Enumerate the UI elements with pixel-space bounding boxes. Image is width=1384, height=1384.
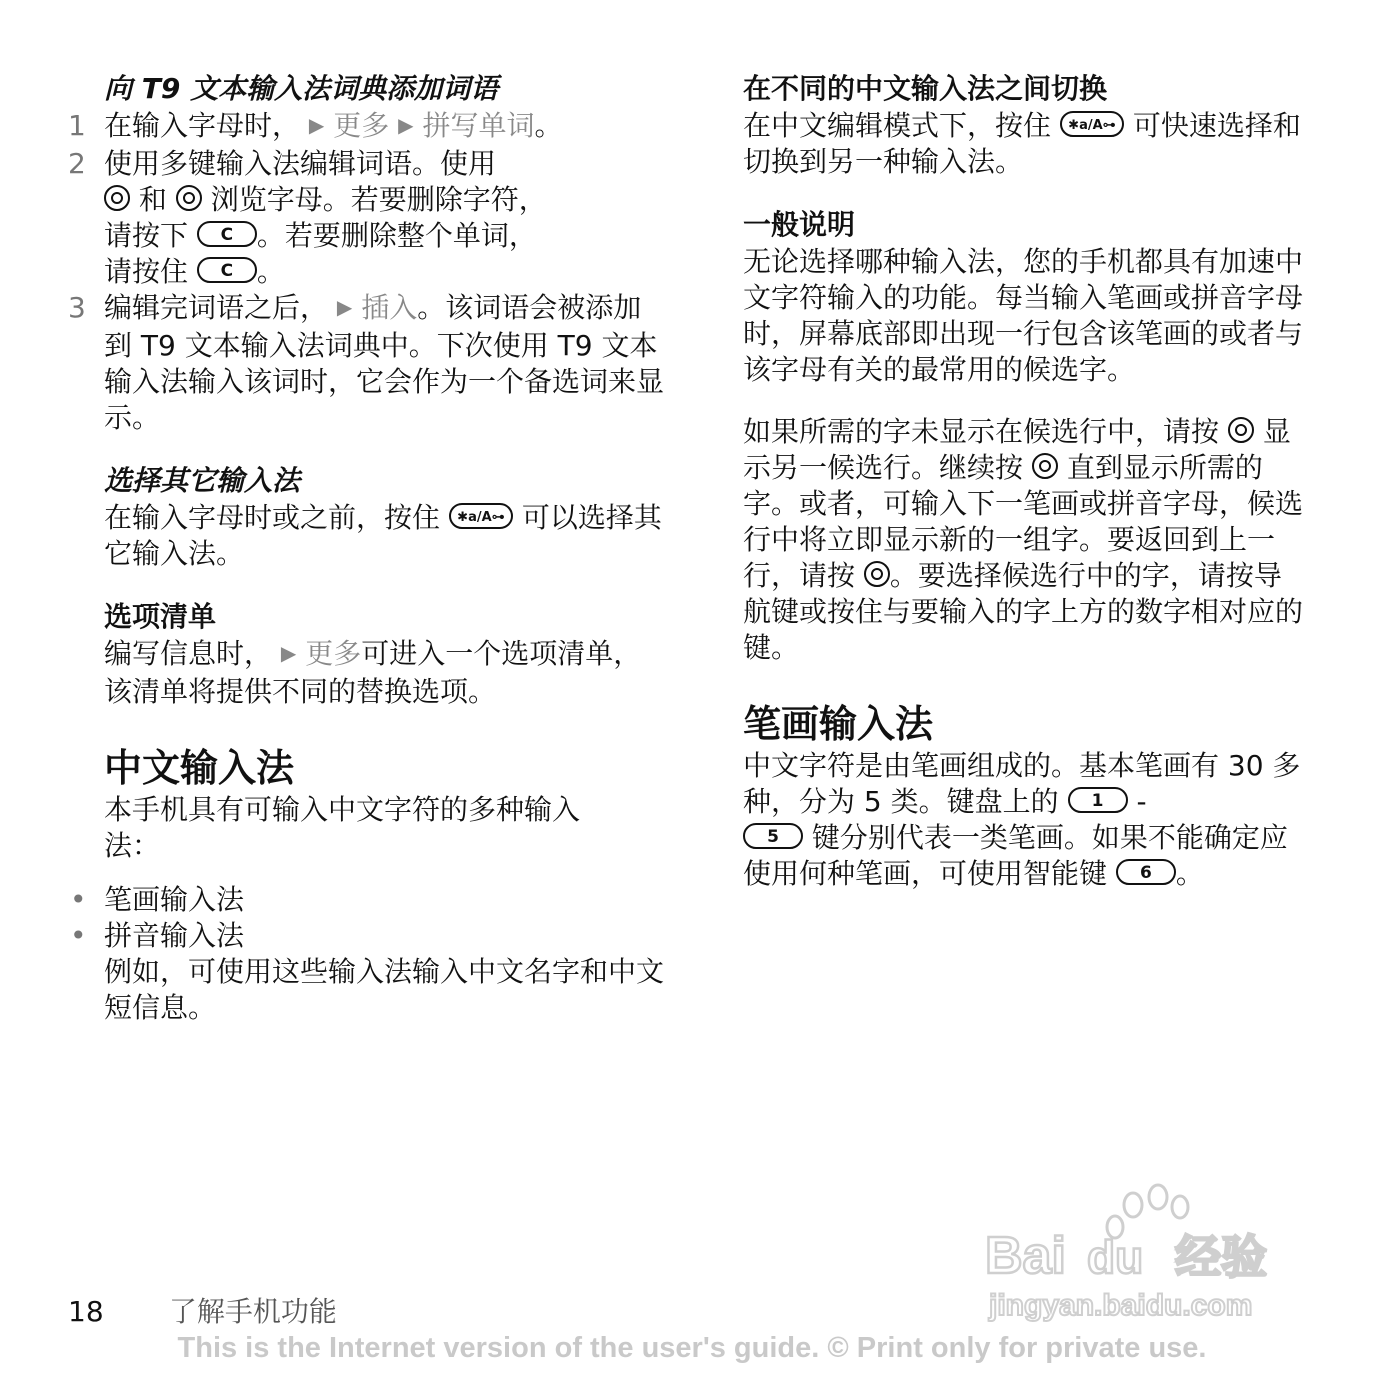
step-text: 。 (256, 255, 285, 288)
watermark-brand: Bai (985, 1227, 1066, 1285)
list-item-text: 笔画输入法 (104, 883, 245, 916)
page-footer (68, 1290, 337, 1330)
switch-input-paragraph (743, 108, 1303, 180)
stroke-input-paragraph (743, 748, 1303, 892)
switch-input-heading: 在不同的中文输入法之间切换 (743, 72, 1108, 105)
options-list-heading: 选项清单 (104, 600, 217, 633)
paragraph-text: 可进入一个选项清单，该清单将提供不同的替换选项。 (104, 637, 642, 708)
general-notes-paragraph: 无论选择哪种输入法，您的手机都具有加速中文字符输入的功能。每当输入笔画或拼音字母时，屏幕底部即出现一行包含该笔画的或者与该字母有关的最常用的候选字。 (743, 245, 1304, 386)
paragraph-text: 可以选择其它输入法。 (104, 501, 662, 570)
arrow-icon: ▶ (308, 113, 325, 137)
key-1-icon: 1 (1068, 787, 1128, 813)
chinese-input-heading: 中文输入法 (104, 746, 295, 790)
step-number: 3 (68, 291, 86, 324)
star-key-icon: ✱a/A⊶ (449, 503, 513, 529)
step-text: 。 (534, 109, 563, 142)
c-key-icon: C (197, 221, 257, 247)
watermark-url: jingyan.baidu.com (989, 1289, 1253, 1322)
step-text: 编辑完词语之后， (104, 291, 329, 324)
step-text: 使用多键输入法编辑词语。使用 (104, 147, 497, 180)
menu-more: 更多 (333, 109, 390, 142)
bullet-icon: • (70, 919, 87, 952)
candidate-paragraph (743, 414, 1303, 666)
paragraph-text: 。要选择候选行中的字，请按导航键或按住与要输入的字上方的数字相对应的键。 (743, 559, 1304, 664)
step-text: 在输入字母时， (104, 109, 301, 142)
list-item-text: 拼音输入法 (104, 919, 245, 952)
paragraph-text: 在输入字母时或之前，按住 (104, 501, 441, 534)
paragraph-text: 如果所需的字未显示在候选行中，请按 (743, 415, 1220, 448)
general-notes-heading: 一般说明 (743, 208, 856, 241)
paragraph-text: 直到显示所需的字。或者，可输入下一笔画或拼音字母，候选行中将立即显示新的一组字。要返回到上一行，请按 (743, 451, 1304, 592)
step-2 (68, 146, 668, 290)
nav-up-key-icon (864, 561, 890, 587)
step-text: 请按下 (104, 219, 189, 252)
step-text: 。若要删除整个单词， (256, 219, 537, 252)
left-column (68, 70, 668, 1026)
step-text: 。该词语会被添加到 T9 文本输入法词典中。下次使用 T9 文本输入法输入该词时，它会作为一个备选词来显示。 (104, 291, 665, 434)
chinese-input-paragraph: 本手机具有可输入中文字符的多种输入法： (104, 793, 581, 862)
step-text: 请按住 (104, 255, 189, 288)
arrow-icon: ▶ (280, 641, 297, 665)
list-item (68, 918, 668, 954)
disclaimer: This is the Internet version of the user's guide. © Print only for private use. (177, 1332, 1207, 1364)
c-key-icon: C (197, 257, 257, 283)
bullet-icon: • (70, 883, 87, 916)
paragraph-text: - (1136, 785, 1147, 818)
stroke-input-heading: 笔画输入法 (743, 702, 934, 746)
paragraph-text: 。 (1175, 857, 1204, 890)
nav-right-key-icon (176, 185, 202, 211)
arrow-icon: ▶ (336, 295, 353, 319)
paragraph-text: 键分别代表一类笔画。如果不能确定应使用何种笔画，可使用智能键 (743, 821, 1288, 890)
nav-down-key-icon (1032, 453, 1058, 479)
key-6-icon: 6 (1116, 859, 1176, 885)
baidu-jingyan-watermark (975, 1175, 1305, 1325)
paragraph-text: 在中文编辑模式下，按住 (743, 109, 1052, 142)
step-text: 浏览字母。若要删除字符， (210, 183, 547, 216)
right-column (743, 70, 1303, 892)
paragraph-text: 显示另一候选行。继续按 (743, 415, 1291, 484)
menu-more: 更多 (305, 637, 362, 670)
step-text: 和 (138, 183, 167, 216)
section-title: 了解手机功能 (168, 1295, 337, 1328)
menu-spell-word: 拼写单词 (422, 109, 535, 142)
t9-add-word-heading: 向 T9 文本输入法词典添加词语 (104, 72, 499, 105)
paragraph-text: 可快速选择和切换到另一种输入法。 (743, 109, 1301, 178)
watermark-brand-cn: 经验 (1175, 1230, 1267, 1284)
nav-down-key-icon (1228, 417, 1254, 443)
list-item (68, 882, 668, 918)
step-number: 1 (68, 109, 86, 142)
arrow-icon: ▶ (398, 113, 414, 137)
menu-insert: 插入 (361, 291, 418, 324)
step-1 (68, 108, 668, 146)
key-5-icon: 5 (743, 823, 803, 849)
watermark-brand-du: du (1087, 1231, 1144, 1283)
page-number: 18 (68, 1295, 104, 1328)
step-number: 2 (68, 147, 86, 180)
options-list-paragraph (104, 636, 668, 710)
step-3 (68, 290, 668, 436)
select-input-paragraph (104, 500, 668, 572)
select-input-heading: 选择其它输入法 (104, 464, 301, 497)
nav-left-key-icon (104, 185, 130, 211)
star-key-icon: ✱a/A⊶ (1060, 111, 1124, 137)
paragraph-text: 中文字符是由笔画组成的。基本笔画有 30 多种，分为 5 类。键盘上的 (743, 749, 1301, 818)
paragraph-text: 编写信息时， (104, 637, 273, 670)
example-paragraph: 例如，可使用这些输入法输入中文名字和中文短信息。 (104, 955, 665, 1024)
